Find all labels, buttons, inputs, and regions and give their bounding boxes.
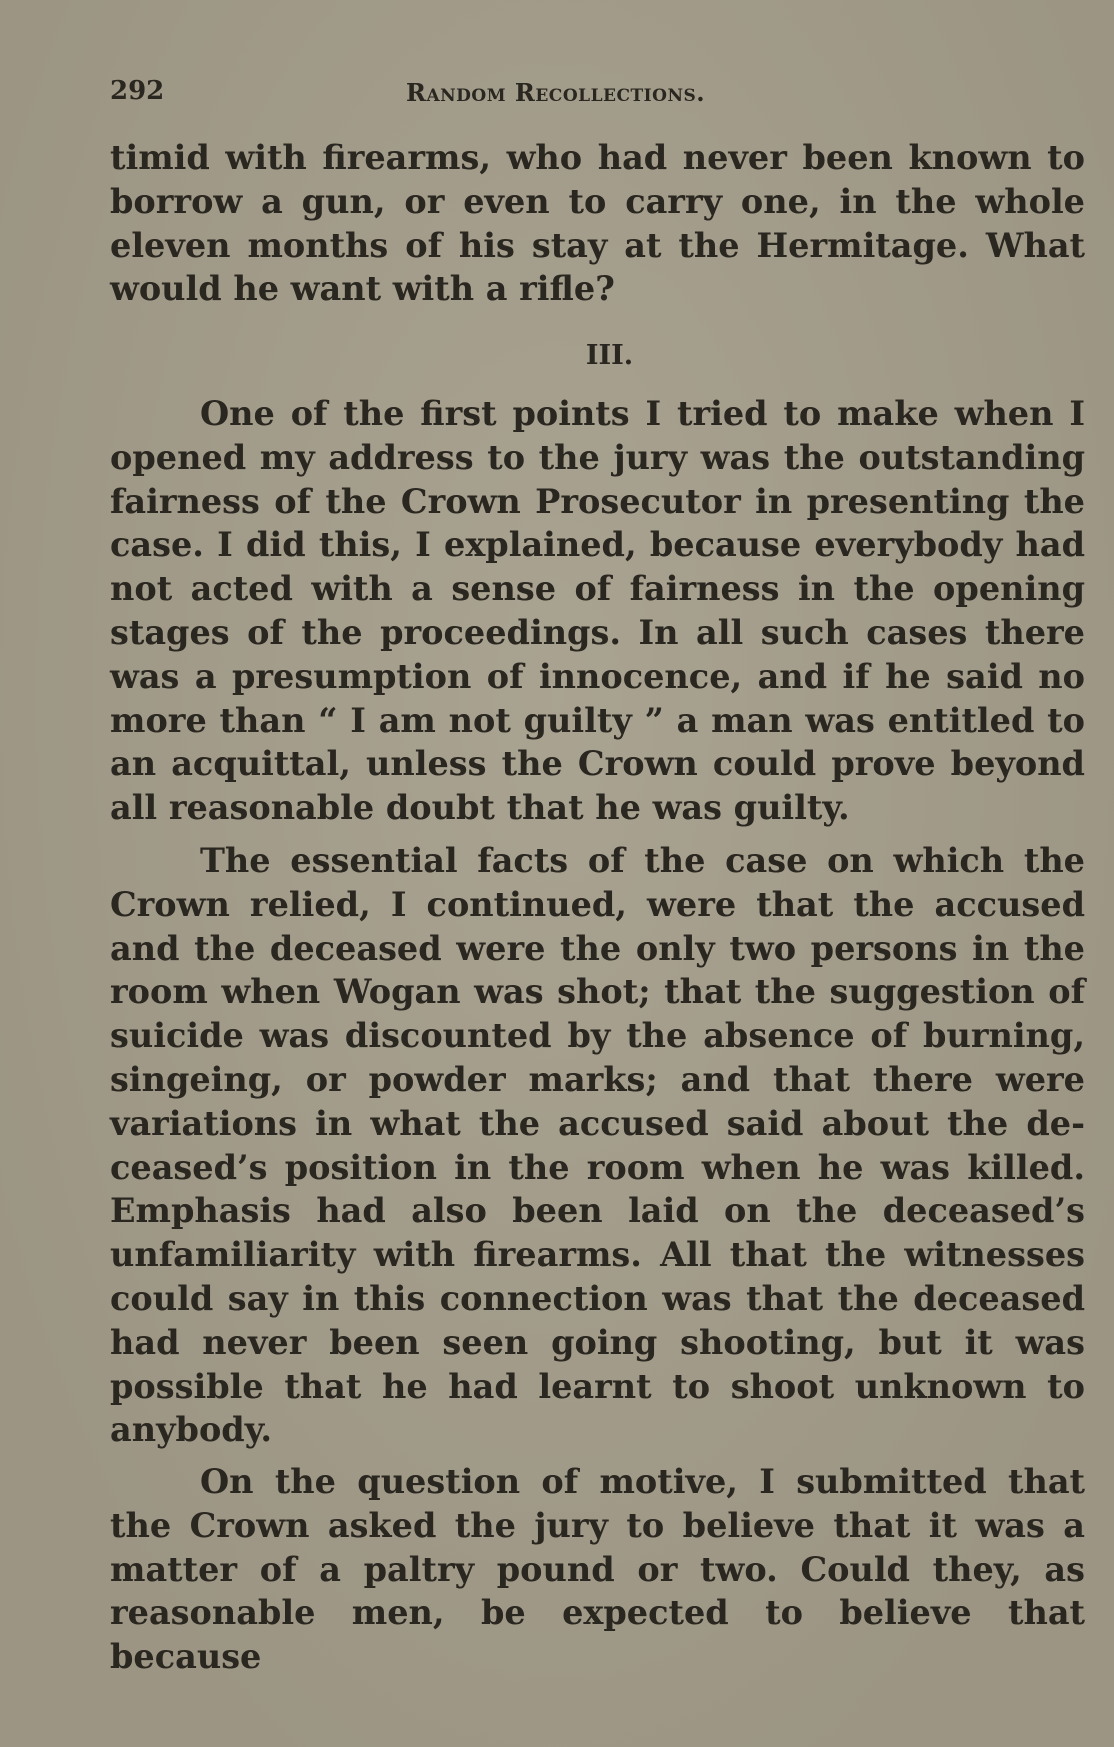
- paragraph-1: One of the first points I tried to make when I opened my address to the jury was the outstanding fairness of the Crown Prosecutor in presenting the case. I did this, I explained, because everybody had not acted with a sense of fairness in the opening stages of the proceedings. In all such cases there was a presumption of innocence, and if he said no more than “ I am not guilty ” a man was entitled to an acquittal, unless the Crown could prove beyond all reasonable doubt that he was guilty.: [110, 394, 1085, 828]
- section-heading: III.: [585, 340, 634, 371]
- page-header: [110, 76, 1080, 116]
- page-number: 292: [110, 76, 165, 106]
- paragraph-3: On the question of motive, I submitted that the Crown asked the jury to believe that it was a matter of a paltry pound or two. Could they, as reasonable men, be expected to believe that because: [110, 1462, 1085, 1677]
- paragraph-2: The essential facts of the case on which the Crown relied, I continued, were that the accused and the deceased were the only two persons in the room when Wogan was shot; that the suggestion of suicide was discounted by the absence of burning, singeing, or powder marks; and that there were variations in what the accused said about the deceased’s position in the room when he was killed. Emphasis had also been laid on the deceased’s unfamiliarity with firearms. All that the witnesses could say in this connection was that the deceased had never been seen going shooting, but it was possible that he had learnt to shoot unknown to anybody.: [110, 841, 1085, 1450]
- paragraph-continuation: timid with firearms, who had never been known to borrow a gun, or even to carry one, in the whole eleven months of his stay at the Hermitage. What would he want with a rifle?: [110, 138, 1085, 309]
- running-head: Random Recollections.: [406, 78, 706, 107]
